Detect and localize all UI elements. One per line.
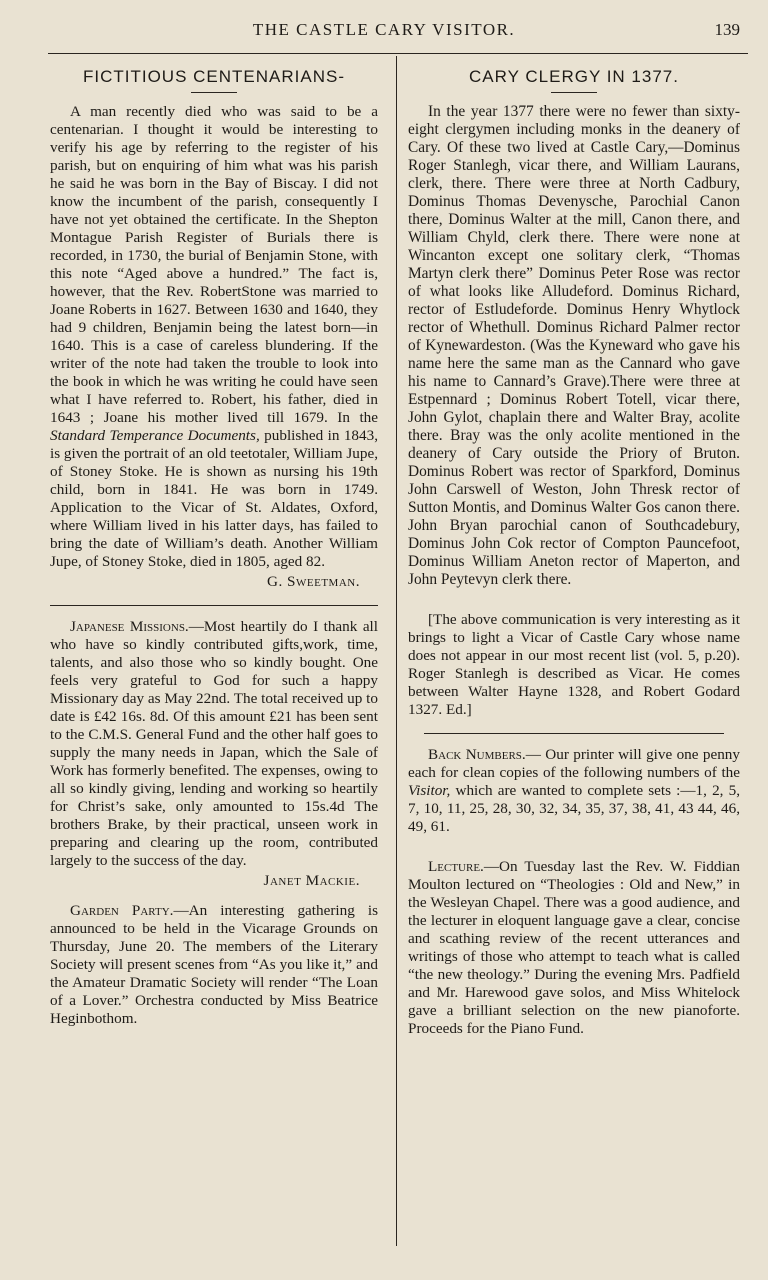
back-numbers-text-1: — Our printer will give one penny each for clean copies of the following numbers of the	[408, 746, 740, 781]
garden-party-body: —An interesting gathering is announced to be held in the Vicarage Grounds on Thursday, June 20. The members of the Literary Society will present scenes from “As you like it,” and the Amateur Dramatic Society will render “The Loan of a Lover.” Orchestra conducted by Miss Beatrice Heginbothom.	[50, 902, 378, 1027]
centenarians-signature: G. Sweetman.	[266, 573, 360, 590]
cary-clergy-body: In the year 1377 there were no fewer than sixty-eight clergymen including monks in the deanery of Cary. Of these two lived at Castle Cary,—Dominus Roger Stanlegh, vicar there, and William Laurans, clerk, there. There were three at North Cadbury, Dominus Thomas Devenysche, Parochial Canon there, Dominus Walter at the mill, Canon there, and William Chyld, clerk there. There were none at Wincanton except one solitary clerk, “Thomas Martyn clerk there” Dominus Peter Rose was rector of what looks like Alludeford. Dominus Richard, rector of Estludeforde. Dominus Henry Whytlock rector of Whethull. Dominus Richard Palmer rector of Kynewardeston. (Was the Kyneward who gave his name here the same man as the Cannard who gave his name to Cannard’s Grave).There were three at Estpennard ; Dominus Robert Totell, vicar there, John Gylot, chaplain there and Walter Bray, acolite there. Bray was the only acolite mentioned in the deanery of Cary outside the Priory of Bruton. Dominus Robert was rector of Sparkford, Dominus John Carswell of Weston, John Thresk rector of Sutton Montis, and Dominus Walter Gos canon there. John Bryan parochial canon of Southcadebury, Dominus John Cok rector of Compton Pauncefoot, Dominus William Aneton rector of Maperton, and John Peytevyn clerk there.	[408, 103, 740, 588]
editorial-signoff: Ed.]	[445, 701, 472, 718]
japanese-missions-paragraph	[50, 618, 378, 870]
centenarians-title: FICTITIOUS CENTENARIANS-	[82, 67, 345, 86]
cary-clergy-title: CARY CLERGY IN 1377.	[469, 67, 679, 86]
title-rule	[191, 92, 237, 93]
editorial-note	[408, 611, 740, 719]
right-column	[408, 64, 740, 1038]
section-rule	[424, 733, 724, 734]
garden-party-lead: Garden Party.	[70, 902, 174, 919]
title-rule	[551, 92, 597, 93]
japanese-missions-body: —Most heartily do I thank all who have so kindly contributed gifts,work, time, talents, and also those who so kindly bought. One feels very grateful to God for such a happy Missionary day as May 22nd. The total received up to date is £42 16s. 8d. Of this amount £21 has been sent to the C.M.S. General Fund and the other half goes to supply the many needs in Japan, which the Sale of Work has formerly benefited. The expenses, owing to all so kindly giving, lending and working so heartily for Christ’s sake, only amounted to 15s.4d The brothers Brake, by their practical, unseen work in preparing and clearing up the room, contributed largely to the success of the day.	[50, 618, 378, 869]
japanese-missions-signature: Janet Mackie.	[263, 872, 360, 889]
back-numbers-text-2: which are wanted to complete sets :—1, 2, 5, 7, 10, 11, 25, 28, 30, 32, 34, 35, 37, 38, 41, 43 44, 46, 49, 61.	[408, 782, 741, 835]
editorial-note-text: [The above communication is very interesting as it brings to light a Vicar of Castle Cary whose name does not appear in our most recent list (vol. 5, p.20). Roger Stanlegh is described as Vicar. He comes between Walter Hayne 1328, and Robert Godard 1327.	[408, 611, 740, 718]
centenarians-text-1: A man recently died who was said to be a centenarian. I thought it would be interesting to verify his age by referring to the register of his parish, but on enquiring of him what was his parish he said he was born in the Bay of Biscay. I did not know the incumbent of the parish, consequently I have not yet obtained the certificate. In the Shepton Montague Parish Register of Burials there is recorded, in 1730, the burial of Benjamin Stone, with this note “Aged above a hundred.” The fact is, however, that the Rev. RobertStone was married to Joane Roberts in 1627. Between 1630 and 1640, they had 9 children, Benjamin being the latest born—in 1640. This is a case of careless blundering. If the writer of the note had taken the trouble to look into the book in which he was writing he could have seen what I have referred to. Robert, his father, died in 1643 ; Joane his mother lived till 1679. In the	[50, 103, 378, 426]
back-numbers-paragraph	[408, 746, 740, 836]
back-numbers-lead: Back Numbers.	[428, 746, 526, 763]
running-title: THE CASTLE CARY VISITOR.	[252, 20, 516, 39]
column-divider	[396, 56, 397, 1246]
centenarians-body	[50, 103, 378, 571]
centenarians-text-2: published in 1843, is given the portrait of an old teetotaler, William Jupe, of Stoney Stoke. He is shown as nursing his 19th child, born in 1841. He was born in 1749. Application to the Vicar of St. Aldates, Oxford, where William lived in his latter days, has failed to bring the date of William’s death. Another William Jupe, of Stoney Stoke, died in 1805, aged 82.	[50, 427, 379, 570]
garden-party-paragraph	[50, 902, 378, 1028]
section-rule	[50, 605, 378, 606]
japanese-missions-lead: Japanese Missions.	[70, 618, 189, 635]
centenarians-italic-title: Standard Temperance Documents,	[50, 427, 260, 444]
lecture-paragraph	[408, 858, 740, 1038]
left-column	[50, 64, 378, 1028]
header-rule	[48, 53, 748, 54]
lecture-body: —On Tuesday last the Rev. W. Fiddian Moulton lectured on “Theologies : Old and New,” in the Wesleyan Chapel. There was a good audience, and the lecturer in eloquent language gave a clear, concise and scathing review of the recent utterances and writings of those who attempt to teach what is called “the new theology.” During the evening Mrs. Padfield and Mr. Harewood gave solos, and Miss Whitelock gave a brilliant selection on the new pianoforte. Proceeds for the Piano Fund.	[408, 858, 740, 1037]
visitor-title: Visitor,	[408, 782, 451, 799]
lecture-lead: Lecture.	[428, 858, 484, 875]
page-number: 139	[714, 20, 740, 39]
